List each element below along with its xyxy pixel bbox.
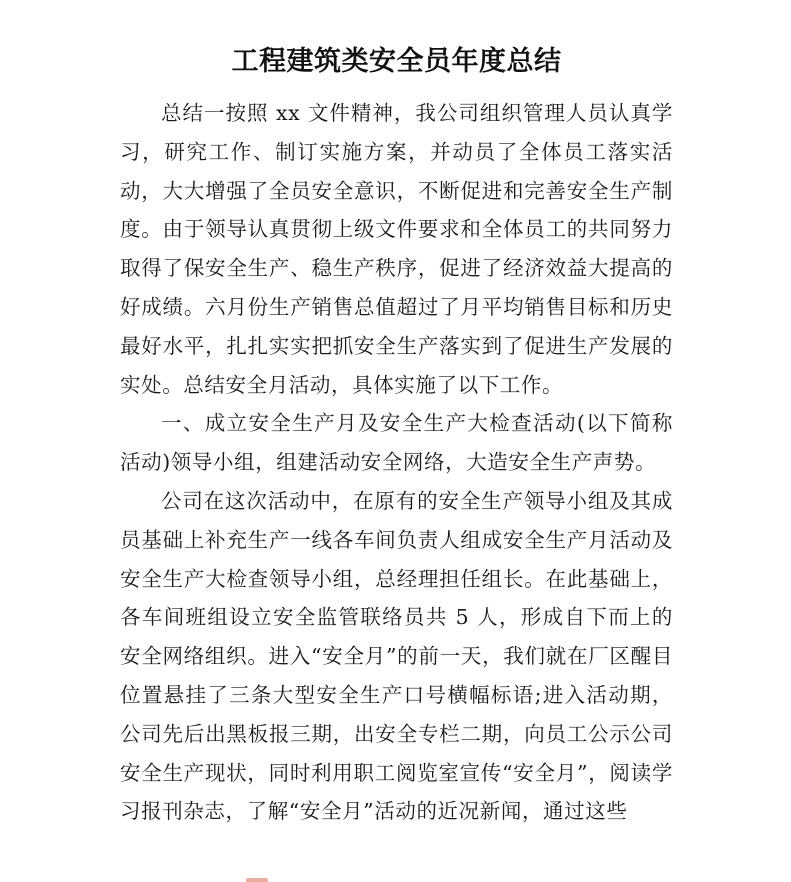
document-title: 工程建筑类安全员年度总结 — [231, 46, 562, 77]
page-edge-mark — [246, 878, 268, 882]
paragraph-section-one: 一、成立安全生产月及安全生产大检查活动(以下简称活动)领导小组，组建活动安全网络，大造安全生产声势。 — [120, 411, 673, 475]
document-body — [120, 94, 673, 831]
paragraph-intro: 总结一按照 xx 文件精神，我公司组织管理人员认真学习，研究工作、制订实施方案，并动员了全体员工落实活动，大大增强了全员安全意识，不断促进和完善安全生产制度。由于领导认真贯彻上级文件要求和全体员工的共同努力取得了保安全生产、稳生产秩序，促进了经济效益大提高的好成绩。六月份生产销售总值超过了月平均销售目标和历史最好水平，扎扎实实把抓安全生产落实到了促进生产发展的实处。总结安全月活动，具体实施了以下工作。 — [120, 101, 673, 397]
paragraph-activity-details: 公司在这次活动中，在原有的安全生产领导小组及其成员基础上补充生产一线各车间负责人组成安全生产月活动及安全生产大检查领导小组，总经理担任组长。在此基础上，各车间班组设立安全监管联络员共 5 人，形成自下而上的安全网络组织。进入“安全月”的前一天，我们就在厂区醒目位置悬挂了三条大型安全生产口号横幅标语;进入活动期，公司先后出黑板报三期，出安全专栏二期，向员工公示公司安全生产现状，同时利用职工阅览室宣传“安全月”，阅读学习报刊杂志，了解“安全月”活动的近况新闻，通过这些 — [120, 488, 673, 824]
